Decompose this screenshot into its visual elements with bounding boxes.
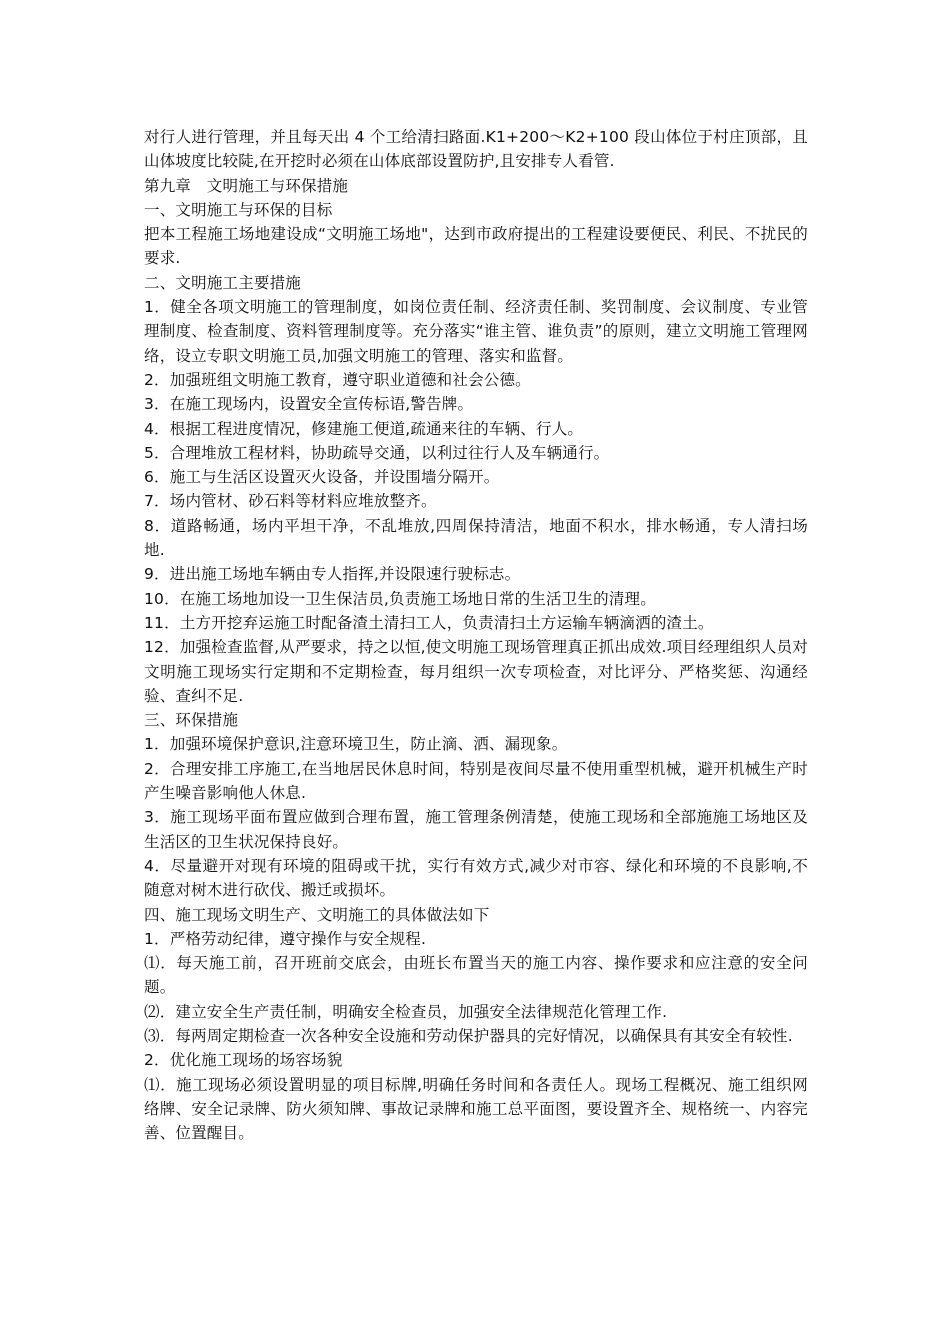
section-heading-environmental: 三、环保措施 bbox=[144, 711, 239, 730]
paragraph-intro-continuation: 对行人进行管理，并且每天出 4 个工给清扫路面.K1+200～K2+100 段山体位于村庄顶部，且山体坡度比较陡,在开挖时必须在山体底部设置防护,且安排专人看管. bbox=[144, 128, 808, 171]
list-item-measure-10: 10．在施工场地加设一卫生保洁员,负责施工场地日常的生活卫生的清理。 bbox=[144, 589, 656, 608]
list-item-measure-5: 5．合理堆放工程材料，协助疏导交通，以利过往行人及车辆通行。 bbox=[144, 443, 610, 462]
list-item-measure-4: 4．根据工程进度情况，修建施工便道,疏通来往的车辆、行人。 bbox=[144, 419, 584, 438]
list-item-measure-12: 12．加强检查监督,从严要求，持之以恒,使文明施工现场管理真正抓出成效.项目经理组织人员对文明施工现场实行定期和不定期检查，每月组织一次专项检查，对比评分、严格奖惩、沟通经验、查纠不足. bbox=[144, 638, 808, 705]
list-item-env-2: 2．合理安排工序施工,在当地居民休息时间，特别是夜间尽量不使用重型机械，避开机械生产时产生噪音影响他人休息. bbox=[144, 759, 808, 803]
list-item-measure-8: 8．道路畅通，场内平坦干净，不乱堆放,四周保持清洁，地面不积水，排水畅通，专人清扫场地. bbox=[144, 516, 808, 560]
list-item-measure-6: 6．施工与生活区设置灭火设备，并设围墙分隔开。 bbox=[144, 468, 500, 487]
list-item-measure-2: 2．加强班组文明施工教育，遵守职业道德和社会公德。 bbox=[144, 370, 531, 389]
list-item-measure-11: 11．土方开挖弃运施工时配备渣土清扫工人，负责清扫土方运输车辆滴洒的渣土。 bbox=[144, 613, 714, 632]
list-item-measure-3: 3．在施工现场内，设置安全宣传标语,警告牌。 bbox=[144, 395, 474, 414]
list-item-practice-1: 1．严格劳动纪律，遵守操作与安全规程. bbox=[144, 929, 427, 948]
sub-item-practice-1-3: ⑶．每两周定期检查一次各种安全设施和劳动保护器具的完好情况，以确保具有其安全有较性. bbox=[144, 1026, 793, 1045]
list-item-env-3: 3．施工现场平面布置应做到合理布置，施工管理条例清楚，使施工现场和全部施施工场地区及生活区的卫生状况保持良好。 bbox=[144, 808, 808, 851]
list-item-env-4: 4．尽量避开对现有环境的阻碍或干扰，实行有效方式,减少对市容、绿化和环境的不良影响,不随意对树木进行砍伐、搬迁或损坏。 bbox=[144, 856, 808, 900]
sub-item-practice-2-1: ⑴．施工现场必须设置明显的项目标牌,明确任务时间和各责任人。现场工程概况、施工组织网络牌、安全记录牌、防火须知牌、事故记录牌和施工总平面图，要设置齐全、规格统一、内容完善、位置醒目。 bbox=[144, 1075, 808, 1143]
section-heading-practices: 四、施工现场文明生产、文明施工的具体做法如下 bbox=[144, 905, 490, 924]
paragraph-goals: 把本工程施工场地建设成“文明施工场地"，达到市政府提出的工程建设要便民、利民、不扰民的要求. bbox=[144, 225, 808, 268]
section-heading-civilized-measures: 二、文明施工主要措施 bbox=[144, 273, 302, 292]
document-body bbox=[144, 125, 808, 1145]
list-item-measure-1: 1．健全各项文明施工的管理制度，如岗位责任制、经济责任制、奖罚制度、会议制度、专业管理制度、检查制度、资料管理制度等。充分落实“谁主管、谁负责”的原则，建立文明施工管理网络，设立专职文明施工员,加强文明施工的管理、落实和监督。 bbox=[144, 298, 808, 365]
list-item-env-1: 1．加强环境保护意识,注意环境卫生，防止滴、洒、漏现象。 bbox=[144, 735, 568, 754]
list-item-measure-9: 9．进出施工场地车辆由专人指挥,并设限速行驶标志。 bbox=[144, 565, 521, 584]
sub-item-practice-1-2: ⑵．建立安全生产责任制，明确安全检查员，加强安全法律规范化管理工作. bbox=[144, 1002, 668, 1021]
list-item-practice-2: 2．优化施工现场的场容场貌 bbox=[144, 1051, 343, 1070]
chapter-heading: 第九章 文明施工与环保措施 bbox=[144, 176, 349, 195]
section-heading-goals: 一、文明施工与环保的目标 bbox=[144, 200, 333, 219]
sub-item-practice-1-1: ⑴．每天施工前，召开班前交底会，由班长布置当天的施工内容、操作要求和应注意的安全问题。 bbox=[144, 954, 808, 997]
list-item-measure-7: 7．场内管材、砂石料等材料应堆放整齐。 bbox=[144, 492, 437, 511]
